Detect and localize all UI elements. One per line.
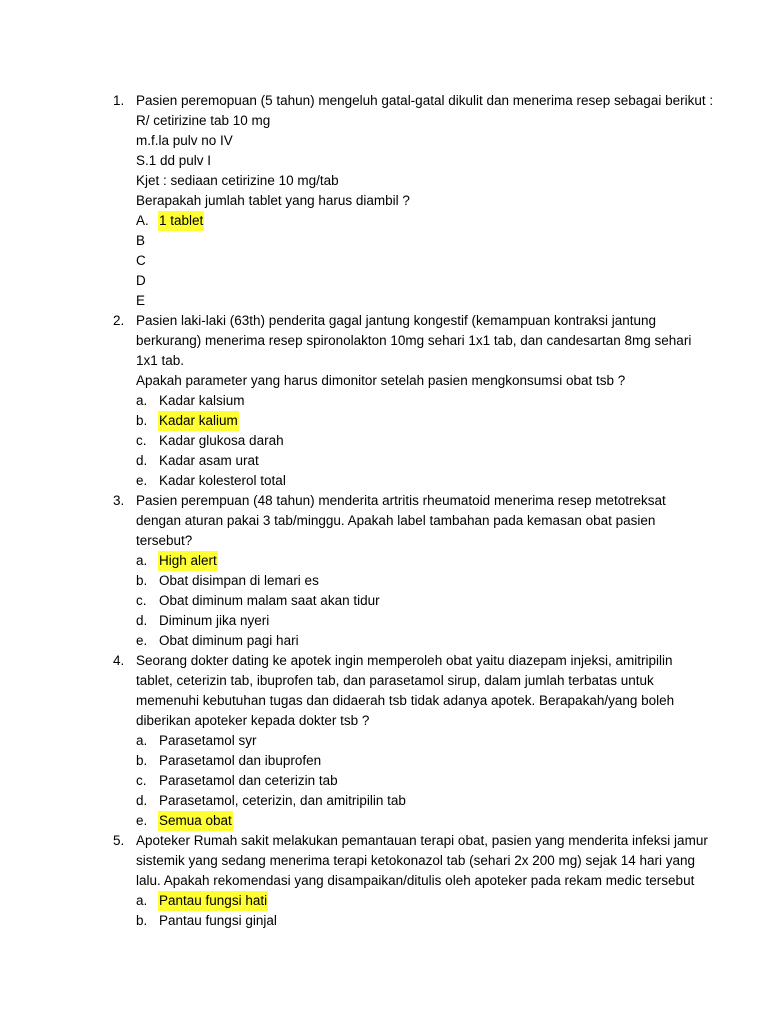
option-letter: e. [136, 813, 148, 828]
option-text: Obat diminum pagi hari [159, 633, 299, 648]
question-text-line: sistemik yang sedang menerima terapi ketokonazol tab (sehari 2x 200 mg) sejak 14 hari yang [136, 853, 696, 868]
question-text-line: Seorang dokter dating ke apotek ingin memperoleh obat yaitu diazepam injeksi, amitripilin [136, 653, 673, 668]
question-text-line: memenuhi kebutuhan tugas dan didaerah tsb tidak adanya apotek. Berapakah/yang boleh [136, 693, 675, 708]
option-text: Pantau fungsi ginjal [159, 913, 277, 928]
option-text: Parasetamol dan ibuprofen [159, 753, 322, 768]
question-text-line: Apoteker Rumah sakit melakukan pemantauan terapi obat, pasien yang menderita infeksi jamur [136, 833, 708, 848]
question-number: 3. [113, 493, 125, 508]
answer-option [136, 891, 696, 911]
option-text: Kadar kolesterol total [159, 473, 286, 488]
answer-option [136, 571, 696, 591]
option-letter: a. [136, 733, 148, 748]
question-text-line: tablet, ceterizin tab, ibuprofen tab, dan parasetamol sirup, dalam jumlah terbatas untuk [136, 673, 654, 688]
answer-option [136, 611, 696, 631]
question-text-line: S.1 dd pulv I [136, 153, 212, 168]
option-letter: a. [136, 553, 148, 568]
question-body [136, 651, 696, 831]
question-text-line: Pasien perempuan (48 tahun) menderita artritis rheumatoid menerima resep metotreksat [136, 493, 666, 508]
option-letter: B [136, 233, 146, 248]
option-letter: A. [136, 213, 149, 228]
option-text-highlighted: 1 tablet [158, 211, 204, 231]
question-text-line: dengan aturan pakai 3 tab/minggu. Apakah label tambahan pada kemasan obat pasien [136, 513, 656, 528]
question-text-line: R/ cetirizine tab 10 mg [136, 113, 271, 128]
answer-option [136, 911, 696, 931]
question-text-line: m.f.la pulv no IV [136, 133, 233, 148]
option-letter: d. [136, 613, 148, 628]
option-letter: b. [136, 573, 148, 588]
answer-option [136, 251, 696, 271]
question-text-line: diberikan apoteker kepada dokter tsb ? [136, 713, 370, 728]
answer-option [136, 731, 696, 751]
question-body [136, 831, 708, 931]
answer-option [136, 451, 696, 471]
option-text-highlighted: Kadar kalium [158, 411, 239, 431]
question-text-line: 1x1 tab. [136, 353, 185, 368]
option-letter: b. [136, 413, 148, 428]
option-text: Obat diminum malam saat akan tidur [159, 593, 380, 608]
option-letter: C [136, 253, 146, 268]
option-letter: c. [136, 593, 147, 608]
answer-option [136, 551, 696, 571]
option-letter: b. [136, 913, 148, 928]
option-letter: D [136, 273, 146, 288]
question-text-line: Kjet : sediaan cetirizine 10 mg/tab [136, 173, 339, 188]
answer-option [136, 751, 696, 771]
option-text: Parasetamol syr [159, 733, 257, 748]
answer-option [136, 411, 696, 431]
option-text: Kadar kalsium [159, 393, 245, 408]
option-text: Kadar asam urat [159, 453, 259, 468]
option-letter: a. [136, 393, 148, 408]
question-text-line: tersebut? [136, 533, 193, 548]
question-text-line: berkurang) menerima resep spironolakton 10mg sehari 1x1 tab, dan candesartan 8mg sehari [136, 333, 692, 348]
answer-option [136, 231, 696, 251]
question-text-line: Berapakah jumlah tablet yang harus diambil ? [136, 193, 410, 208]
option-text: Obat disimpan di lemari es [159, 573, 319, 588]
answer-option [136, 791, 696, 811]
option-letter: c. [136, 773, 147, 788]
option-letter: e. [136, 473, 148, 488]
question-text-line: Pasien peremopuan (5 tahun) mengeluh gatal-gatal dikulit dan menerima resep sebagai berikut : [136, 93, 714, 108]
answer-option [136, 211, 696, 231]
question-text-line: lalu. Apakah rekomendasi yang disampaikan/ditulis oleh apoteker pada rekam medic tersebut [136, 873, 695, 888]
option-letter: c. [136, 433, 147, 448]
option-letter: b. [136, 753, 148, 768]
answer-option [136, 771, 696, 791]
answer-option [136, 391, 696, 411]
option-text-highlighted: Pantau fungsi hati [158, 891, 268, 911]
question-text-line: Pasien laki-laki (63th) penderita gagal jantung kongestif (kemampuan kontraksi jantung [136, 313, 657, 328]
option-text-highlighted: High alert [158, 551, 218, 571]
question-text-line: Apakah parameter yang harus dimonitor setelah pasien mengkonsumsi obat tsb ? [136, 373, 626, 388]
option-letter: a. [136, 893, 148, 908]
answer-option [136, 471, 696, 491]
option-letter: d. [136, 453, 148, 468]
question-number: 4. [113, 653, 125, 668]
option-text-highlighted: Semua obat [158, 811, 233, 831]
option-text: Parasetamol, ceterizin, dan amitripilin tab [159, 793, 406, 808]
answer-option [136, 631, 696, 651]
answer-option [136, 811, 696, 831]
question-number: 2. [113, 313, 125, 328]
option-letter: E [136, 293, 146, 308]
answer-option [136, 431, 696, 451]
question-body [136, 311, 696, 491]
question-body [136, 491, 696, 651]
question-body [136, 91, 714, 311]
answer-option [136, 271, 696, 291]
option-letter: e. [136, 633, 148, 648]
question-number: 5. [113, 833, 125, 848]
option-text: Parasetamol dan ceterizin tab [159, 773, 338, 788]
question-number: 1. [113, 93, 125, 108]
answer-option [136, 591, 696, 611]
option-text: Diminum jika nyeri [159, 613, 270, 628]
answer-option [136, 291, 696, 311]
option-text: Kadar glukosa darah [159, 433, 284, 448]
option-letter: d. [136, 793, 148, 808]
